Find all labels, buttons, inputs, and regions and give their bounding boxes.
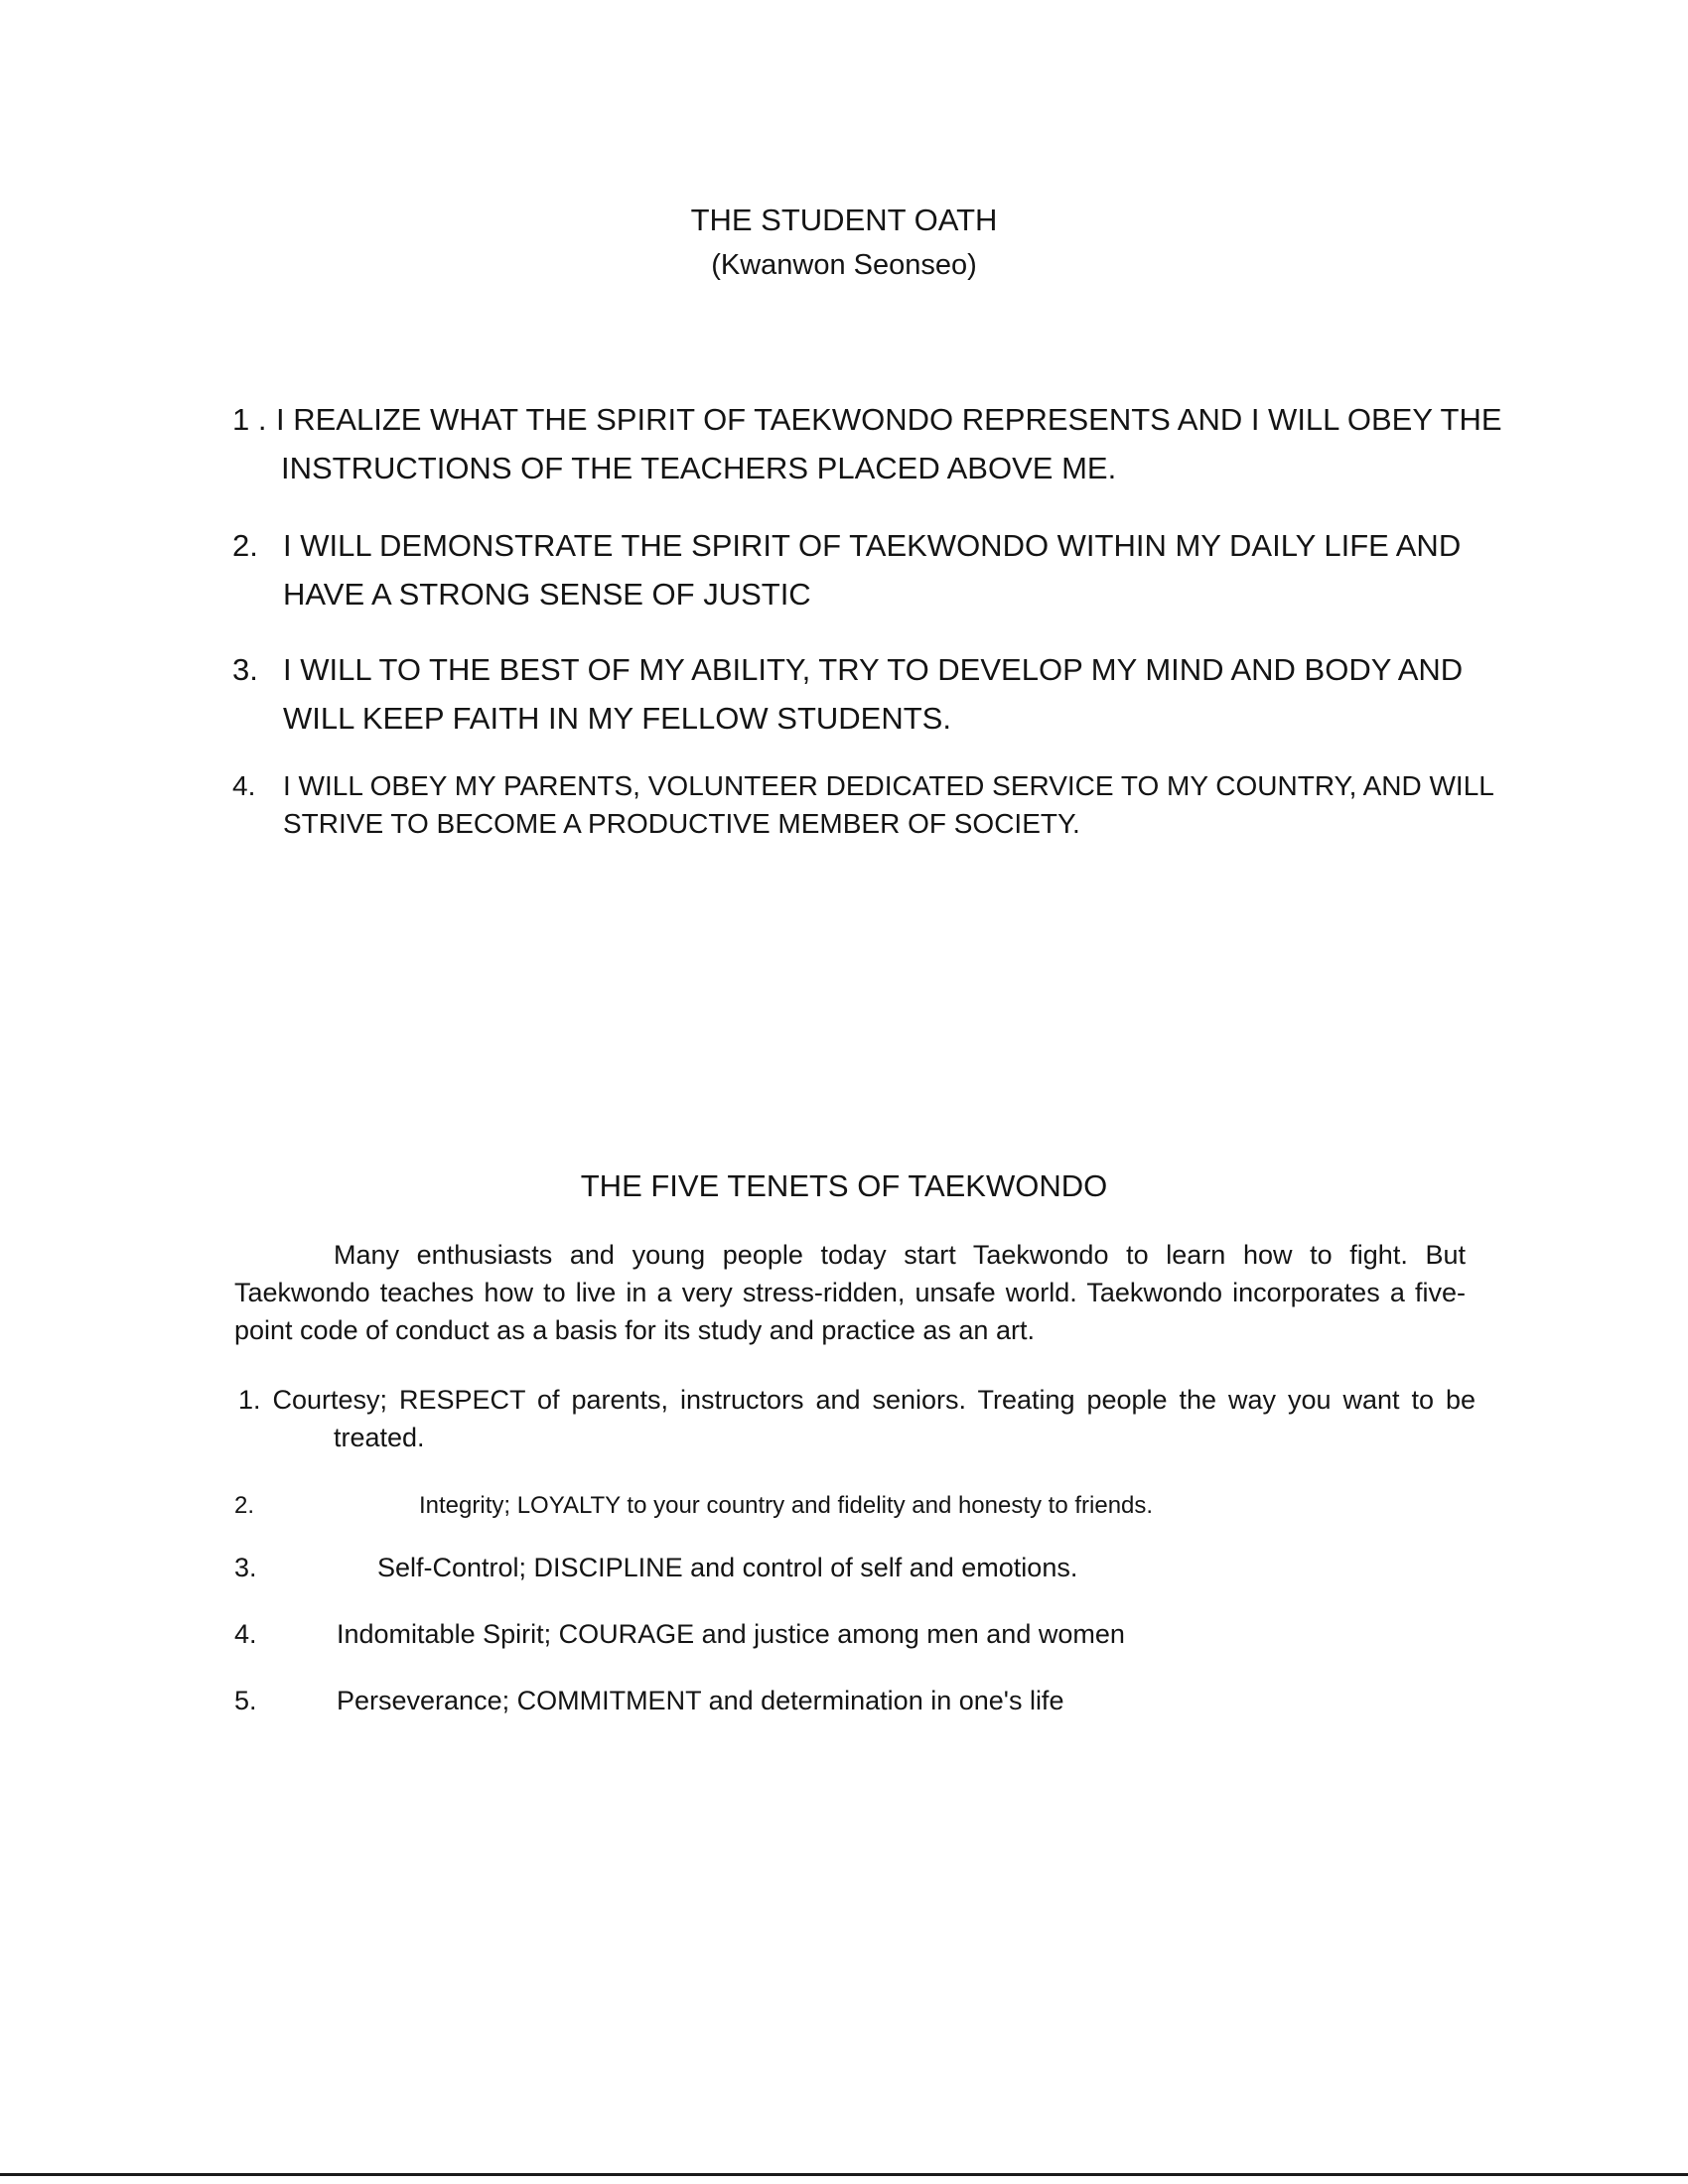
oath-item-1 xyxy=(232,395,1502,492)
tenet-item-number: 4. xyxy=(234,1619,257,1649)
oath-item-4 xyxy=(232,767,1494,843)
oath-item-line: I WILL TO THE BEST OF MY ABILITY, TRY TO DEVELOP MY MIND AND BODY AND xyxy=(283,652,1464,687)
oath-item-line: I WILL OBEY MY PARENTS, VOLUNTEER DEDICATED SERVICE TO MY COUNTRY, AND WILL xyxy=(283,770,1494,801)
tenet-item-number: 3. xyxy=(234,1553,257,1582)
tenet-item-text: Integrity; LOYALTY to your country and fidelity and honesty to friends. xyxy=(419,1492,1154,1519)
oath-item-line: I WILL DEMONSTRATE THE SPIRIT OF TAEKWONDO WITHIN MY DAILY LIFE AND xyxy=(283,528,1462,563)
oath-item-line: STRIVE TO BECOME A PRODUCTIVE MEMBER OF SOCIETY. xyxy=(283,808,1080,839)
oath-item-number: 2. xyxy=(232,528,258,563)
oath-item-number: 1 . xyxy=(232,402,267,437)
tenet-item-text: Courtesy; RESPECT of parents, instructors and seniors. Treating people the way you want to be xyxy=(272,1385,1476,1415)
tenet-item-text: Perseverance; COMMITMENT and determination in one's life xyxy=(337,1686,1064,1715)
tenet-item-text: treated. xyxy=(334,1423,425,1452)
tenet-item-number: 5. xyxy=(234,1686,257,1715)
oath-item-line: HAVE A STRONG SENSE OF JUSTIC xyxy=(283,577,811,612)
intro-line: Taekwondo teaches how to live in a very stress-ridden, unsafe world. Taekwondo incorporates a five- xyxy=(234,1278,1466,1307)
oath-item-line: INSTRUCTIONS OF THE TEACHERS PLACED ABOVE ME. xyxy=(281,451,1117,485)
tenets-title: THE FIVE TENETS OF TAEKWONDO xyxy=(580,1168,1108,1203)
tenet-item-number: 1. xyxy=(238,1385,261,1415)
tenet-item-text: Self-Control; DISCIPLINE and control of self and emotions. xyxy=(377,1553,1078,1582)
oath-item-3 xyxy=(232,645,1483,743)
intro-line: Many enthusiasts and young people today start Taekwondo to learn how to fight. But xyxy=(334,1240,1466,1270)
oath-item-line: WILL KEEP FAITH IN MY FELLOW STUDENTS. xyxy=(283,701,951,736)
oath-item-2 xyxy=(232,521,1483,618)
oath-subtitle: (Kwanwon Seonseo) xyxy=(711,249,977,281)
oath-item-number: 4. xyxy=(232,770,256,801)
oath-title: THE STUDENT OATH xyxy=(690,203,998,237)
oath-item-number: 3. xyxy=(232,652,258,687)
tenet-item-text: Indomitable Spirit; COURAGE and justice among men and women xyxy=(337,1619,1125,1649)
tenet-item-number: 2. xyxy=(234,1492,255,1519)
page-bottom-rule xyxy=(0,2173,1688,2176)
tenet-item-1 xyxy=(238,1381,1476,1456)
intro-line: point code of conduct as a basis for its study and practice as an art. xyxy=(234,1315,1035,1345)
tenets-intro xyxy=(234,1236,1466,1349)
oath-item-line: I REALIZE WHAT THE SPIRIT OF TAEKWONDO REPRESENTS AND I WILL OBEY THE xyxy=(276,402,1502,437)
